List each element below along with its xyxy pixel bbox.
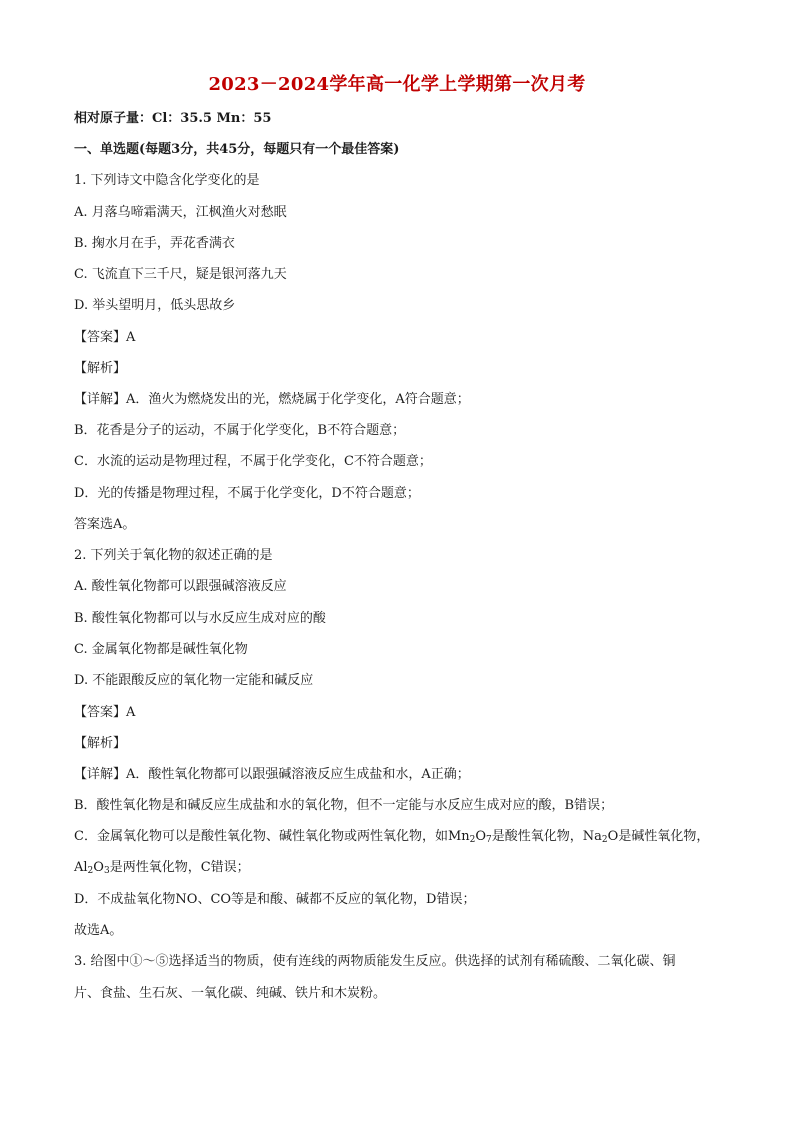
question-3-stem-line-2: 片、食盐、生石灰、一氧化碳、纯碱、铁片和木炭粉。: [74, 986, 387, 1001]
atomic-mass-note: 相对原子量：Cl：35.5 Mn：55: [74, 111, 272, 126]
question-1-stem: 1. 下列诗文中隐含化学变化的是: [74, 173, 260, 188]
question-2-option-d: D. 不能跟酸反应的氧化物一定能和碱反应: [74, 673, 314, 688]
question-1-detail-d: D．光的传播是物理过程，不属于化学变化，D不符合题意；: [74, 486, 420, 501]
question-2-stem: 2. 下列关于氧化物的叙述正确的是: [74, 548, 273, 563]
question-1-analysis-label: 【解析】: [74, 361, 127, 376]
question-1-detail-a: 【详解】A．渔火为燃烧发出的光，燃烧属于化学变化，A符合题意；: [74, 392, 470, 407]
question-2-conclusion: 故选A。: [74, 923, 123, 938]
question-1-detail-c: C．水流的运动是物理过程，不属于化学变化，C不符合题意；: [74, 454, 432, 469]
question-1-conclusion: 答案选A。: [74, 517, 136, 532]
section-heading: 一、单选题(每题3分，共45分，每题只有一个最佳答案): [74, 142, 400, 157]
question-3-stem-line-1: 3. 给图中①～⑤选择适当的物质，使有连线的两物质能发生反应。供选择的试剂有稀硫酸、二氧化碳、铜: [74, 954, 676, 969]
question-2-answer: 【答案】A: [74, 705, 136, 720]
question-2-option-b: B. 酸性氧化物都可以与水反应生成对应的酸: [74, 611, 326, 626]
question-2-detail-d: D．不成盐氧化物NO、CO等是和酸、碱都不反应的氧化物，D错误；: [74, 892, 476, 907]
question-1-option-a: A. 月落乌啼霜满天，江枫渔火对愁眠: [74, 205, 287, 220]
question-2-detail-c-cont: $Al_2O_3$是两性氧化物，C错误；: [74, 860, 250, 876]
question-1-option-d: D. 举头望明月，低头思故乡: [74, 298, 236, 313]
question-2-option-c: C. 金属氧化物都是碱性氧化物: [74, 642, 248, 657]
question-1-option-c: C. 飞流直下三千尺，疑是银河落九天: [74, 267, 287, 282]
question-1-option-b: B. 掬水月在手，弄花香满衣: [74, 236, 235, 251]
question-1-detail-b: B．花香是分子的运动，不属于化学变化，B不符合题意；: [74, 423, 406, 438]
question-2-detail-c: C．金属氧化物可以是酸性氧化物、碱性氧化物或两性氧化物，如$Mn_2O_7$是酸性氧化物，$Na_2O$是碱性氧化物，: [74, 829, 710, 845]
question-2-analysis-label: 【解析】: [74, 736, 127, 751]
question-2-option-a: A. 酸性氧化物都可以跟强碱溶液反应: [74, 579, 287, 594]
page-title: 2023－2024学年高一化学上学期第一次月考: [208, 74, 586, 95]
question-1-answer: 【答案】A: [74, 330, 136, 345]
question-2-detail-a: 【详解】A．酸性氧化物都可以跟强碱溶液反应生成盐和水，A正确；: [74, 767, 470, 782]
question-2-detail-b: B．酸性氧化物是和碱反应生成盐和水的氧化物，但不一定能与水反应生成对应的酸，B错误；: [74, 798, 614, 813]
